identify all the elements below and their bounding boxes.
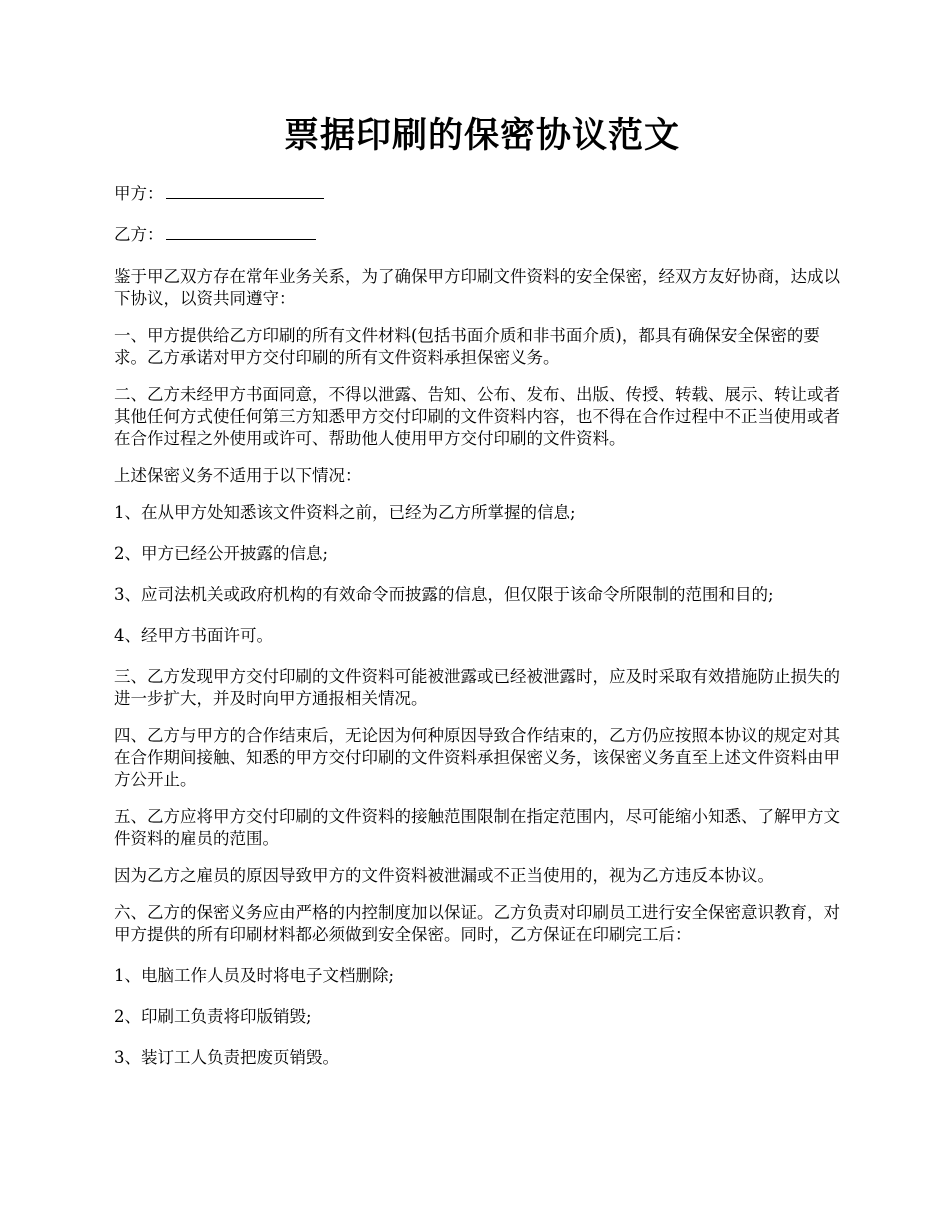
paragraph-completion-3: 3、装订工人负责把废页销毁。 <box>114 1048 339 1067</box>
paragraph-clause-1: 一、甲方提供给乙方印刷的所有文件材料(包括书面介质和非书面介质)，都具有确保安全保密的要求。乙方承诺对甲方交付印刷的所有文件资料承担保密义务。 <box>114 326 820 367</box>
document-body <box>114 182 850 1069</box>
paragraph-exception-1: 1、在从甲方处知悉该文件资料之前，已经为乙方所掌握的信息; <box>114 503 576 522</box>
paragraph-exception-4: 4、经甲方书面许可。 <box>114 626 273 645</box>
paragraph-exception-2: 2、甲方已经公开披露的信息; <box>114 544 329 563</box>
document-title: 票据印刷的保密协议范文 <box>283 115 680 156</box>
paragraph-exception-3: 3、应司法机关或政府机构的有效命令而披露的信息，但仅限于该命令所限制的范围和目的; <box>114 585 774 604</box>
party-a-blank-field <box>166 182 324 199</box>
paragraph-clause-6: 六、乙方的保密义务应由严格的内控制度加以保证。乙方负责对印刷员工进行安全保密意识教育，对甲方提供的所有印刷材料都必须做到安全保密。同时，乙方保证在印刷完工后： <box>114 903 840 944</box>
paragraph-clause-2: 二、乙方未经甲方书面同意，不得以泄露、告知、公布、发布、出版、传授、转载、展示、转让或者其他任何方式使任何第三方知悉甲方交付印刷的文件资料内容，也不得在合作过程中不正当使用或者在合作过程之外使用或许可、帮助他人使用甲方交付印刷的文件资料。 <box>114 385 840 448</box>
paragraph-clause-4: 四、乙方与甲方的合作结束后，无论因为何种原因导致合作结束的，乙方仍应按照本协议的规定对其在合作期间接触、知悉的甲方交付印刷的文件资料承担保密义务，该保密义务直至上述文件资料由甲方公开止。 <box>114 726 840 789</box>
paragraph-preamble: 鉴于甲乙双方存在常年业务关系，为了确保甲方印刷文件资料的安全保密，经双方友好协商，达成以下协议，以资共同遵守： <box>114 267 840 308</box>
paragraph-completion-1: 1、电脑工作人员及时将电子文档删除; <box>114 966 395 985</box>
party-a-line <box>114 182 850 205</box>
paragraph-clause-5: 五、乙方应将甲方交付印刷的文件资料的接触范围限制在指定范围内，尽可能缩小知悉、了解甲方文件资料的雇员的范围。 <box>114 807 840 848</box>
paragraph-clause-3: 三、乙方发现甲方交付印刷的文件资料可能被泄露或已经被泄露时，应及时采取有效措施防止损失的进一步扩大，并及时向甲方通报相关情况。 <box>114 667 840 708</box>
paragraph-completion-2: 2、印刷工负责将印版销毁; <box>114 1007 312 1026</box>
paragraph-exceptions-intro: 上述保密义务不适用于以下情况： <box>114 466 362 485</box>
party-b-blank-field <box>166 223 316 240</box>
party-b-label: 乙方： <box>114 225 164 244</box>
party-a-label: 甲方： <box>114 184 164 203</box>
party-b-line <box>114 223 850 246</box>
paragraph-employee-liability: 因为乙方之雇员的原因导致甲方的文件资料被泄漏或不正当使用的，视为乙方违反本协议。 <box>114 866 774 885</box>
